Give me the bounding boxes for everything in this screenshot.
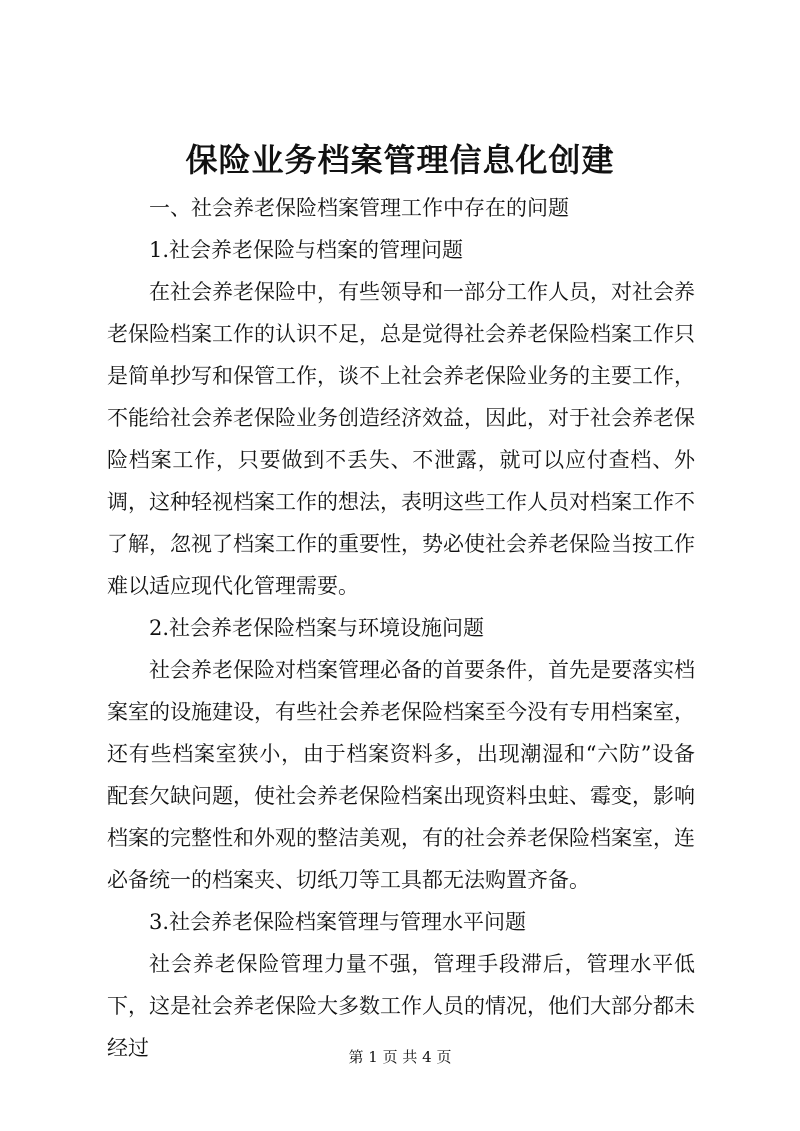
body-paragraph: 社会养老保险管理力量不强，管理手段滞后，管理水平低下，这是社会养老保险大多数工作人员的情况，他们大部分都未经过 bbox=[107, 952, 695, 1060]
subsection-heading: 2.社会养老保险档案与环境设施问题 bbox=[149, 616, 485, 640]
document-body bbox=[107, 187, 695, 1069]
body-paragraph: 社会养老保险对档案管理必备的首要条件，首先是要落实档案室的设施建设，有些社会养老保险档案至今没有专用档案室，还有些档案室狭小，由于档案资料多，出现潮湿和“六防”设备配套欠缺问题，使社会养老保险档案出现资料虫蛀、霉变，影响档案的完整性和外观的整洁美观，有的社会养老保险档案室，连必备统一的档案夹、切纸刀等工具都无法购置齐备。 bbox=[107, 658, 695, 892]
subsection-heading: 1.社会养老保险与档案的管理问题 bbox=[149, 238, 464, 262]
page-footer: 第 1 页 共 4 页 bbox=[348, 1048, 452, 1066]
page-title: 保险业务档案管理信息化创建 bbox=[185, 141, 615, 179]
body-paragraph: 在社会养老保险中，有些领导和一部分工作人员，对社会养老保险档案工作的认识不足，总是觉得社会养老保险档案工作只是简单抄写和保管工作，谈不上社会养老保险业务的主要工作，不能给社会养老保险业务创造经济效益，因此，对于社会养老保险档案工作，只要做到不丢失、不泄露，就可以应付查档、外调，这种轻视档案工作的想法，表明这些工作人员对档案工作不了解，忽视了档案工作的重要性，势必使社会养老保险当按工作难以适应现代化管理需要。 bbox=[107, 280, 695, 598]
section-heading: 一、社会养老保险档案管理工作中存在的问题 bbox=[149, 196, 569, 220]
subsection-heading: 3.社会养老保险档案管理与管理水平问题 bbox=[149, 910, 527, 934]
